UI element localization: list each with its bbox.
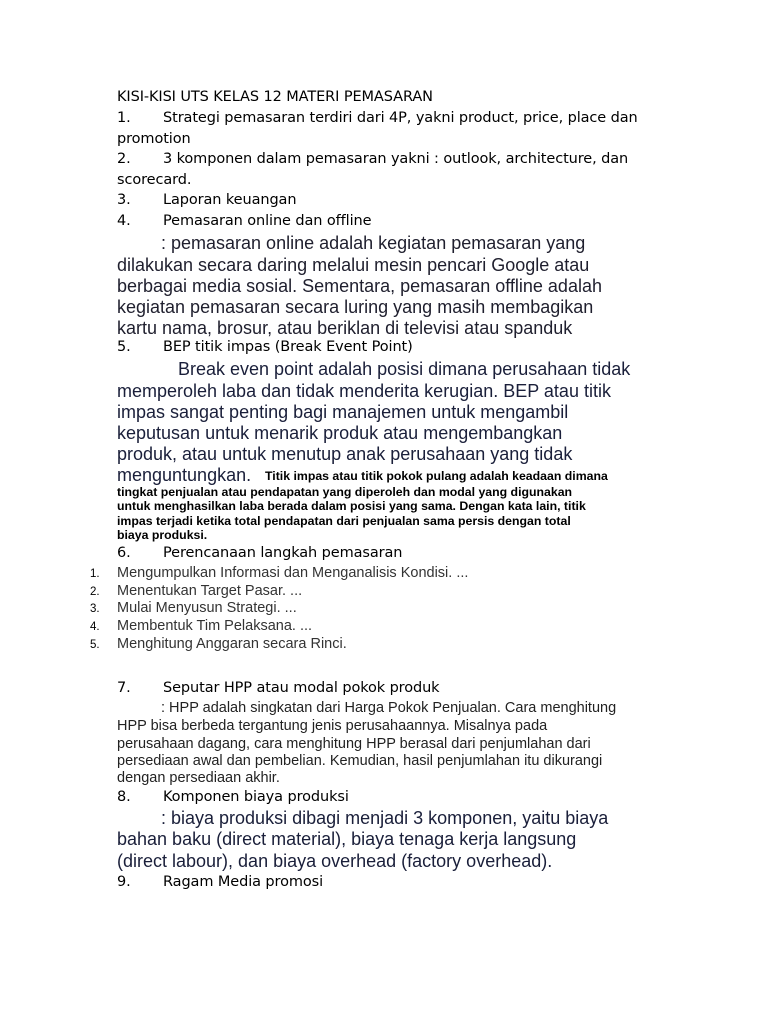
list-item: Mengumpulkan Informasi dan Menganalisis Kondisi. ... xyxy=(117,565,469,581)
list-item: Menghitung Anggaran secara Rinci. xyxy=(117,636,347,652)
item-text: Laporan keuangan xyxy=(163,192,297,208)
item-text: Komponen biaya produksi xyxy=(163,789,349,805)
paragraph-line: persediaan awal dan pembelian. Kemudian, hasil penjumlahan itu dikurangi xyxy=(117,753,603,769)
paragraph-line: dengan persediaan akhir. xyxy=(117,770,280,786)
list-item-number: 5. xyxy=(90,639,100,651)
paragraph-line: HPP bisa berbeda tergantung jenis perusahaannya. Misalnya pada xyxy=(117,718,548,734)
list-item-number: 1. xyxy=(90,568,100,580)
item-number: 7. xyxy=(117,680,131,696)
item-number: 8. xyxy=(117,789,131,805)
item-number: 2. xyxy=(117,151,131,167)
list-item-number: 3. xyxy=(90,603,100,615)
paragraph-line: perusahaan dagang, cara menghitung HPP berasal dari penjumlahan dari xyxy=(117,736,591,752)
item-text: Ragam Media promosi xyxy=(163,874,324,890)
paragraph-line: produk, atau untuk menutup anak perusahaan yang tidak xyxy=(117,444,573,464)
paragraph-line: keputusan untuk menarik produk atau mengembangkan xyxy=(117,423,563,443)
paragraph-line: impas terjadi ketika total pendapatan dari penjualan sama persis dengan total xyxy=(117,514,571,528)
paragraph-line: untuk menghasilkan laba berada dalam posisi yang sama. Dengan kata lain, titik xyxy=(117,499,586,513)
paragraph-line: bahan baku (direct material), biaya tenaga kerja langsung xyxy=(117,829,577,849)
list-item: Menentukan Target Pasar. ... xyxy=(117,583,303,599)
paragraph-line: biaya produksi. xyxy=(117,528,208,542)
paragraph-line: menguntungkan. xyxy=(117,465,252,485)
item-number: 1. xyxy=(117,110,131,126)
paragraph-line: Titik impas atau titik pokok pulang adalah keadaan dimana xyxy=(265,469,608,483)
item-text: BEP titik impas (Break Event Point) xyxy=(163,339,413,355)
list-item-number: 2. xyxy=(90,586,100,598)
document-title: KISI-KISI UTS KELAS 12 MATERI PEMASARAN xyxy=(117,89,433,105)
item-number: 5. xyxy=(117,339,131,355)
paragraph-line: memperoleh laba dan tidak menderita kerugian. BEP atau titik xyxy=(117,381,611,401)
paragraph-line: berbagai media sosial. Sementara, pemasaran offline adalah xyxy=(117,276,602,296)
list-item: Mulai Menyusun Strategi. ... xyxy=(117,600,297,616)
paragraph-line: (direct labour), dan biaya overhead (factory overhead). xyxy=(117,851,553,871)
list-item: Membentuk Tim Pelaksana. ... xyxy=(117,618,313,634)
paragraph-line: tingkat penjualan atau pendapatan yang diperoleh dan modal yang digunakan xyxy=(117,485,573,499)
paragraph-line: impas sangat penting bagi manajemen untuk mengambil xyxy=(117,402,569,422)
item-number: 9. xyxy=(117,874,131,890)
item-text-continuation: promotion xyxy=(117,131,191,147)
paragraph-line: kegiatan pemasaran secara luring yang masih membagikan xyxy=(117,297,594,317)
item-text-continuation: scorecard. xyxy=(117,172,192,188)
item-number: 4. xyxy=(117,213,131,229)
item-number: 3. xyxy=(117,192,131,208)
item-text: 3 komponen dalam pemasaran yakni : outlook, architecture, dan xyxy=(163,151,629,167)
paragraph-line: : pemasaran online adalah kegiatan pemasaran yang xyxy=(161,233,586,253)
item-text: Strategi pemasaran terdiri dari 4P, yakni product, price, place dan xyxy=(163,110,638,126)
paragraph-line: : biaya produksi dibagi menjadi 3 komponen, yaitu biaya xyxy=(161,808,609,828)
item-text: Perencanaan langkah pemasaran xyxy=(163,545,403,561)
paragraph-line: kartu nama, brosur, atau beriklan di televisi atau spanduk xyxy=(117,318,573,338)
paragraph-line: : HPP adalah singkatan dari Harga Pokok Penjualan. Cara menghitung xyxy=(161,700,617,716)
paragraph-line: Break even point adalah posisi dimana perusahaan tidak xyxy=(178,359,631,379)
item-text: Pemasaran online dan offline xyxy=(163,213,372,229)
paragraph-line: dilakukan secara daring melalui mesin pencari Google atau xyxy=(117,255,590,275)
item-text: Seputar HPP atau modal pokok produk xyxy=(163,680,440,696)
list-item-number: 4. xyxy=(90,621,100,633)
item-number: 6. xyxy=(117,545,131,561)
